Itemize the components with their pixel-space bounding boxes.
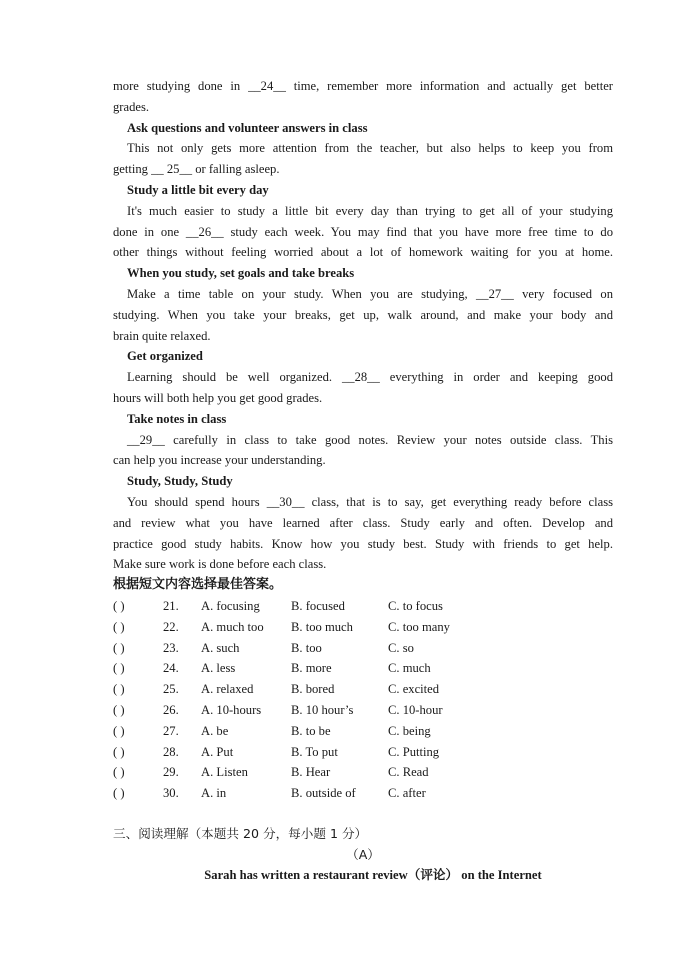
passage-line: more studying done in __24__ time, remember more information and actually get better: [113, 79, 613, 93]
question-number: 29.: [163, 765, 179, 780]
question-number: 26.: [163, 702, 179, 717]
question-row: [113, 762, 613, 783]
option-a: A. Put: [201, 744, 234, 759]
passage-line: practice good study habits. Know how you study best. Study with friends to get help.: [113, 536, 613, 551]
answer-blank: ( ): [113, 598, 125, 613]
document-content: [113, 76, 613, 886]
passage-line: studying. When you take your breaks, get up, walk around, and make your body and: [113, 307, 613, 322]
passage-line: Make sure work is done before each class.: [113, 557, 327, 572]
question-list: [113, 596, 613, 804]
passage-line: __29__ carefully in class to take good notes. Review your notes outside class. This: [127, 432, 613, 447]
option-c: C. so: [388, 640, 414, 655]
answer-blank: ( ): [113, 702, 125, 717]
option-b: B. to be: [291, 723, 331, 738]
option-c: C. much: [388, 661, 431, 676]
part-label: （A）: [346, 846, 380, 862]
question-number: 25.: [163, 682, 179, 697]
answer-blank: ( ): [113, 765, 125, 780]
answer-blank: ( ): [113, 619, 125, 634]
passage-line: brain quite relaxed.: [113, 328, 211, 343]
answer-blank: ( ): [113, 661, 125, 676]
question-row: [113, 721, 613, 742]
passage-line: Learning should be well organized. __28__ everything in order and keeping good: [127, 370, 613, 385]
option-a: A. in: [201, 786, 227, 801]
option-b: B. focused: [291, 598, 345, 613]
option-c: C. 10-hour: [388, 702, 443, 717]
passage-line: getting __ 25__ or falling asleep.: [113, 162, 280, 177]
question-number: 21.: [163, 598, 179, 613]
option-b: B. To put: [291, 744, 338, 759]
section-subheading: Study, Study, Study: [127, 474, 233, 489]
question-number: 28.: [163, 744, 179, 759]
option-a: A. Listen: [201, 765, 248, 780]
question-row: [113, 638, 613, 659]
option-b: B. more: [291, 661, 332, 676]
answer-blank: ( ): [113, 723, 125, 738]
option-a: A. much too: [201, 619, 264, 634]
question-row: [113, 700, 613, 721]
option-c: C. too many: [388, 619, 450, 634]
passage-line: can help you increase your understanding.: [113, 453, 326, 468]
passage-line: You should spend hours __30__ class, that is to say, get everything ready before class: [127, 494, 613, 509]
question-row: [113, 596, 613, 617]
passage-line: and review what you have learned after class. Study early and often. Develop and: [113, 515, 613, 530]
option-b: B. Hear: [291, 765, 331, 780]
question-row: [113, 658, 613, 679]
question-row: [113, 742, 613, 763]
question-row: [113, 679, 613, 700]
passage-line: grades.: [113, 99, 150, 114]
article-title: Sarah has written a restaurant review（评论） on the Internet: [204, 868, 542, 883]
answer-blank: ( ): [113, 744, 125, 759]
section-subheading: Get organized: [127, 349, 203, 364]
section-subheading: Study a little bit every day: [127, 182, 269, 197]
cloze-passage: [113, 76, 613, 575]
option-a: A. focusing: [201, 598, 260, 613]
section-subheading: Ask questions and volunteer answers in class: [127, 120, 368, 135]
question-number: 27.: [163, 723, 179, 738]
passage-line: Make a time table on your study. When you are studying, __27__ very focused on: [127, 286, 613, 301]
option-c: C. Putting: [388, 744, 440, 759]
section-subheading: Take notes in class: [127, 411, 227, 426]
option-b: B. outside of: [291, 786, 356, 801]
instruction-text: 根据短文内容选择最佳答案。: [113, 577, 283, 593]
question-number: 22.: [163, 619, 179, 634]
passage-line: other things without feeling worried about a lot of homework waiting for you at home.: [113, 245, 613, 260]
option-b: B. too much: [291, 619, 353, 634]
passage-line: It's much easier to study a little bit every day than trying to get all of your studying: [127, 203, 613, 218]
question-row: [113, 783, 613, 804]
option-a: A. relaxed: [201, 682, 254, 697]
answer-blank: ( ): [113, 786, 125, 801]
option-c: C. after: [388, 786, 426, 801]
option-c: C. Read: [388, 765, 429, 780]
spacer: [113, 804, 613, 824]
section-subheading: When you study, set goals and take breaks: [127, 266, 355, 281]
passage-line: This not only gets more attention from the teacher, but also helps to keep you from: [127, 141, 613, 156]
option-a: A. less: [201, 661, 236, 676]
section-heading: 三、阅读理解（本题共 20 分，每小题 1 分）: [113, 825, 368, 841]
option-c: C. excited: [388, 682, 440, 697]
question-row: [113, 617, 613, 638]
question-number: 24.: [163, 661, 179, 676]
option-a: A. be: [201, 723, 229, 738]
option-c: C. being: [388, 723, 431, 738]
passage-line: hours will both help you get good grades.: [113, 390, 323, 405]
passage-line: done in one __26__ study each week. You may find that you have more free time to do: [113, 224, 613, 239]
option-a: A. such: [201, 640, 240, 655]
option-c: C. to focus: [388, 598, 443, 613]
option-a: A. 10-hours: [201, 702, 262, 717]
answer-blank: ( ): [113, 682, 125, 697]
option-b: B. too: [291, 640, 322, 655]
question-number: 23.: [163, 640, 179, 655]
option-b: B. 10 hour’s: [291, 702, 354, 717]
question-number: 30.: [163, 786, 179, 801]
answer-blank: ( ): [113, 640, 125, 655]
option-b: B. bored: [291, 682, 335, 697]
